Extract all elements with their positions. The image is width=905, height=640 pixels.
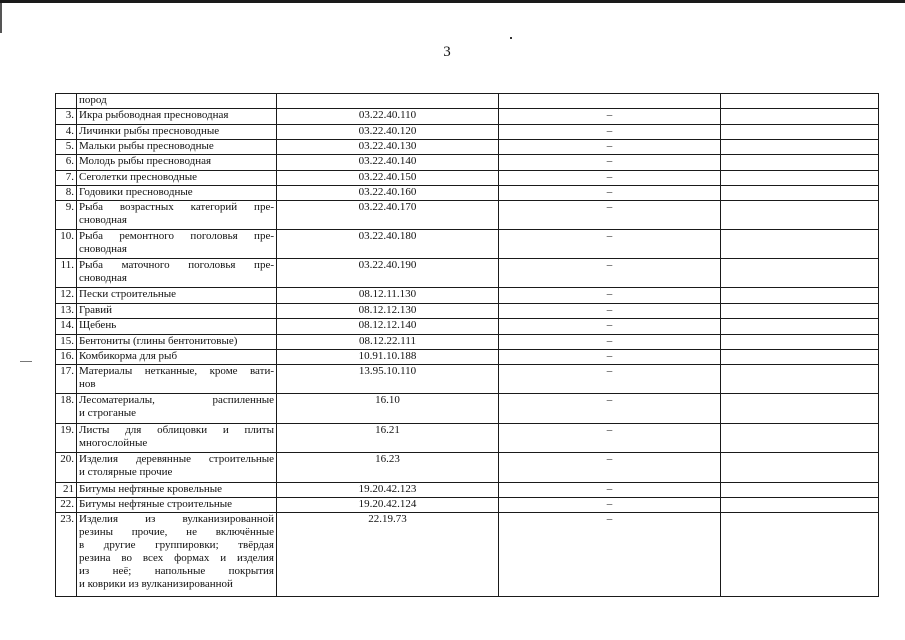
blank-cell <box>721 125 879 140</box>
row-number: 21 <box>56 483 77 498</box>
empty-value-dash: – <box>499 288 721 304</box>
row-number: 8. <box>56 186 77 201</box>
okpd-code: 19.20.42.124 <box>277 498 499 513</box>
product-name <box>77 259 277 288</box>
product-name-line: Изделия из вулканизированной <box>79 513 274 525</box>
table-row <box>56 155 879 171</box>
table-row <box>56 259 879 288</box>
product-name-line: Изделия деревянные строительные <box>79 453 274 465</box>
row-number: 19. <box>56 424 77 453</box>
row-number: 16. <box>56 350 77 365</box>
row-number: 20. <box>56 453 77 483</box>
product-name-line: Пески строительные <box>79 288 177 300</box>
product-name-line: Молодь рыбы пресноводная <box>79 155 212 167</box>
table-row <box>56 201 879 230</box>
product-name-line: Сеголетки пресноводные <box>79 171 197 183</box>
table-row <box>56 304 879 319</box>
product-name-line: нов <box>79 378 96 390</box>
scan-edge-mark <box>0 3 2 33</box>
product-name-line: пород <box>79 94 107 106</box>
empty-value-dash: – <box>499 498 721 513</box>
table-row <box>56 424 879 453</box>
product-name-line: Материалы нетканные, кроме вати- <box>79 365 274 377</box>
product-name <box>77 288 277 304</box>
product-name-line: сноводная <box>79 272 127 284</box>
okpd-code <box>277 94 499 109</box>
product-name-line: Рыба маточного поголовья пре- <box>79 259 274 271</box>
row-number: 6. <box>56 155 77 171</box>
table-row <box>56 513 879 597</box>
okpd-code: 08.12.12.130 <box>277 304 499 319</box>
row-number: 9. <box>56 201 77 230</box>
okpd-code: 03.22.40.120 <box>277 125 499 140</box>
empty-value-dash: – <box>499 230 721 259</box>
empty-value-dash: – <box>499 125 721 140</box>
table-row <box>56 125 879 140</box>
empty-value-dash: – <box>499 424 721 453</box>
row-number: 13. <box>56 304 77 319</box>
table-row <box>56 288 879 304</box>
product-name-line: из неё; напольные покрытия <box>79 565 274 577</box>
empty-value-dash: – <box>499 140 721 155</box>
blank-cell <box>721 424 879 453</box>
product-name <box>77 125 277 140</box>
table-row <box>56 453 879 483</box>
okpd-code: 03.22.40.110 <box>277 109 499 125</box>
product-name-line: и строганые <box>79 407 137 419</box>
okpd-code: 03.22.40.190 <box>277 259 499 288</box>
row-number: 23. <box>56 513 77 597</box>
blank-cell <box>721 319 879 335</box>
table-row <box>56 350 879 365</box>
product-name-line: сноводная <box>79 214 127 226</box>
product-name-line: и столярные прочие <box>79 466 173 478</box>
product-name-line: Комбикорма для рыб <box>79 350 178 362</box>
product-name-line: резины прочие, не включённые <box>79 526 274 538</box>
product-name-line: Икра рыбоводная пресноводная <box>79 109 229 121</box>
product-name-line: Личинки рыбы пресноводные <box>79 125 220 137</box>
empty-value-dash: – <box>499 319 721 335</box>
scan-margin-mark <box>20 361 32 362</box>
product-name-line: резина во всех формах и изделия <box>79 552 274 564</box>
product-name <box>77 350 277 365</box>
empty-value-dash: – <box>499 201 721 230</box>
scan-top-border <box>0 0 905 3</box>
table-row <box>56 365 879 394</box>
empty-value-dash: – <box>499 483 721 498</box>
product-name-line: Рыба ремонтного поголовья пре- <box>79 230 274 242</box>
product-name-line: Бентониты (глины бентонитовые) <box>79 335 238 347</box>
blank-cell <box>721 394 879 424</box>
empty-value-dash: – <box>499 155 721 171</box>
okpd-code: 08.12.22.111 <box>277 335 499 350</box>
blank-cell <box>721 350 879 365</box>
okpd-code: 19.20.42.123 <box>277 483 499 498</box>
product-name <box>77 171 277 186</box>
blank-cell <box>721 453 879 483</box>
blank-cell <box>721 230 879 259</box>
okpd-code: 16.21 <box>277 424 499 453</box>
product-name <box>77 201 277 230</box>
blank-cell <box>721 201 879 230</box>
empty-value-dash: – <box>499 394 721 424</box>
blank-cell <box>721 171 879 186</box>
empty-value-dash: – <box>499 171 721 186</box>
product-name <box>77 155 277 171</box>
product-name-line: Лесоматериалы, распиленные <box>79 394 274 406</box>
empty-value-dash <box>499 94 721 109</box>
product-name <box>77 483 277 498</box>
product-name <box>77 424 277 453</box>
table-row <box>56 335 879 350</box>
empty-value-dash: – <box>499 365 721 394</box>
empty-value-dash: – <box>499 186 721 201</box>
table-row <box>56 140 879 155</box>
product-name-line: Листы для облицовки и плиты <box>79 424 274 436</box>
okpd-code: 08.12.12.140 <box>277 319 499 335</box>
product-name <box>77 498 277 513</box>
empty-value-dash: – <box>499 513 721 597</box>
okpd-code: 03.22.40.160 <box>277 186 499 201</box>
blank-cell <box>721 94 879 109</box>
empty-value-dash: – <box>499 109 721 125</box>
scan-speck <box>510 37 512 39</box>
product-name-line: и коврики из вулканизированной <box>79 578 233 590</box>
okpd-code: 16.10 <box>277 394 499 424</box>
product-name-line: Гравий <box>79 304 113 316</box>
okpd-code: 10.91.10.188 <box>277 350 499 365</box>
product-name-line: Щебень <box>79 319 117 331</box>
okpd-code: 03.22.40.170 <box>277 201 499 230</box>
row-number: 18. <box>56 394 77 424</box>
empty-value-dash: – <box>499 350 721 365</box>
product-name <box>77 335 277 350</box>
okpd-code: 13.95.10.110 <box>277 365 499 394</box>
blank-cell <box>721 288 879 304</box>
product-name <box>77 453 277 483</box>
row-number: 17. <box>56 365 77 394</box>
blank-cell <box>721 140 879 155</box>
product-name <box>77 140 277 155</box>
classification-table <box>55 93 879 597</box>
row-number: 12. <box>56 288 77 304</box>
product-name <box>77 230 277 259</box>
product-name <box>77 513 277 597</box>
product-name <box>77 186 277 201</box>
product-name <box>77 365 277 394</box>
blank-cell <box>721 109 879 125</box>
row-number: 4. <box>56 125 77 140</box>
okpd-code: 03.22.40.150 <box>277 171 499 186</box>
table-row <box>56 498 879 513</box>
okpd-code: 22.19.73 <box>277 513 499 597</box>
blank-cell <box>721 259 879 288</box>
product-name-line: Мальки рыбы пресноводные <box>79 140 214 152</box>
row-number: 10. <box>56 230 77 259</box>
table-row <box>56 171 879 186</box>
blank-cell <box>721 483 879 498</box>
product-name-line: в другие группировки; твёрдая <box>79 539 274 551</box>
okpd-code: 03.22.40.140 <box>277 155 499 171</box>
product-name <box>77 304 277 319</box>
product-name <box>77 394 277 424</box>
row-number <box>56 94 77 109</box>
product-name <box>77 319 277 335</box>
empty-value-dash: – <box>499 453 721 483</box>
table-row <box>56 230 879 259</box>
table-row <box>56 186 879 201</box>
product-name <box>77 109 277 125</box>
row-number: 15. <box>56 335 77 350</box>
okpd-code: 03.22.40.180 <box>277 230 499 259</box>
empty-value-dash: – <box>499 335 721 350</box>
empty-value-dash: – <box>499 259 721 288</box>
blank-cell <box>721 335 879 350</box>
row-number: 5. <box>56 140 77 155</box>
table-row <box>56 319 879 335</box>
okpd-code: 03.22.40.130 <box>277 140 499 155</box>
row-number: 11. <box>56 259 77 288</box>
blank-cell <box>721 186 879 201</box>
row-number: 7. <box>56 171 77 186</box>
table-row <box>56 109 879 125</box>
table-row <box>56 483 879 498</box>
page-number: 3 <box>443 44 451 60</box>
row-number: 3. <box>56 109 77 125</box>
product-name-line: многослойные <box>79 437 148 449</box>
row-number: 22. <box>56 498 77 513</box>
blank-cell <box>721 155 879 171</box>
product-name <box>77 94 277 109</box>
blank-cell <box>721 304 879 319</box>
blank-cell <box>721 513 879 597</box>
table-row <box>56 94 879 109</box>
table-row <box>56 394 879 424</box>
row-number: 14. <box>56 319 77 335</box>
empty-value-dash: – <box>499 304 721 319</box>
product-name-line: Битумы нефтяные кровельные <box>79 483 223 495</box>
okpd-code: 16.23 <box>277 453 499 483</box>
product-name-line: Битумы нефтяные строительные <box>79 498 233 510</box>
okpd-code: 08.12.11.130 <box>277 288 499 304</box>
product-name-line: сноводная <box>79 243 127 255</box>
blank-cell <box>721 498 879 513</box>
blank-cell <box>721 365 879 394</box>
product-name-line: Рыба возрастных категорий пре- <box>79 201 274 213</box>
product-name-line: Годовики пресноводные <box>79 186 193 198</box>
